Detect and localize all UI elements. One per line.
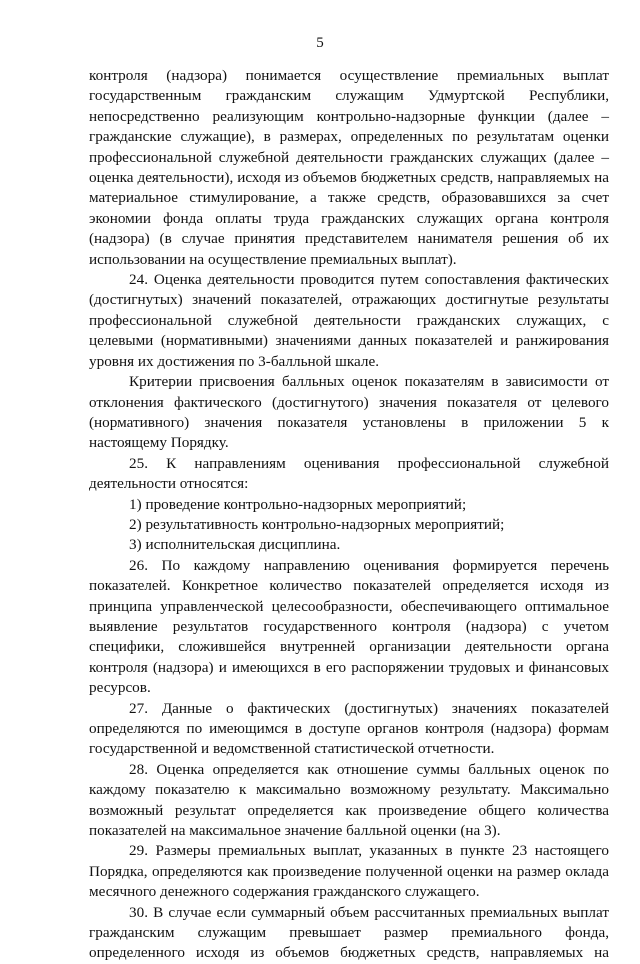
paragraph-26: 26. По каждому направлению оценивания формируется перечень показателей. Конкретное количество показателей определяется исходя из принципа управленческой целесообразности, обеспечивающего оптимальное выявление результатов государственного контроля (надзора) с учетом специфики, сложившейся внутренней организации деятельности органа контроля (надзора) и имеющихся в его распоряжении трудовых и финансовых ресурсов. [89, 556, 609, 697]
paragraph-27: 27. Данные о фактических (достигнутых) значениях показателей определяются по имеющимся в доступе органов контроля (надзора) формам государственной и ведомственной статистической отчетности. [89, 699, 609, 758]
document-body [89, 66, 609, 964]
paragraph-25: 25. К направлениям оценивания профессиональной служебной деятельности относятся: [89, 454, 609, 493]
paragraph-criteria: Критерии присвоения балльных оценок показателям в зависимости от отклонения фактического (достигнутого) значения показателя от целевого (нормативного) значения показателя установлены в приложении 5 к настоящему Порядку. [89, 373, 609, 452]
list-item-2: 2) результативность контрольно-надзорных мероприятий; [129, 515, 505, 533]
paragraph-29: 29. Размеры премиальных выплат, указанных в пункте 23 настоящего Порядка, определяются как произведение полученной оценки на размер оклада месячного денежного содержания гражданского служащего. [89, 842, 609, 901]
page-number: 5 [316, 35, 324, 51]
paragraph-28: 28. Оценка определяется как отношение суммы балльных оценок по каждому показателю к максимально возможному результату. Максимально возможный результат определяется как произведение общего количества показателей на максимальное значение балльной оценки (на 3). [89, 760, 609, 840]
paragraph-24: 24. Оценка деятельности проводится путем сопоставления фактических (достигнутых) значений показателей, отражающих достигнутые результаты профессиональной служебной деятельности гражданских служащих, с целевыми (нормативными) значениями данных показателей и ранжирования уровня их достижения по 3-балльной шкале. [89, 271, 609, 370]
paragraph-30: 30. В случае если суммарный объем рассчитанных премиальных выплат гражданским служащим превышает размер премиального фонда, определенного исходя из объемов бюджетных средств, направляемых на [89, 903, 609, 962]
list-item-1: 1) проведение контрольно-надзорных мероприятий; [129, 495, 467, 513]
list-item-3: 3) исполнительская дисциплина. [129, 536, 341, 554]
paragraph-continuation: контроля (надзора) понимается осуществление премиальных выплат государственным гражданским служащим Удмуртской Республики, непосредственно реализующим контрольно-надзорные функции (далее – гражданские служащие), в размерах, определенных по результатам оценки профессиональной служебной деятельности гражданских служащих (далее – оценка деятельности), исходя из объемов бюджетных средств, направляемых на материальное стимулирование, а также средств, образовавшихся за счет экономии фонда оплаты труда гражданских служащих органа контроля (надзора) (в случае принятия представителем нанимателя решения об их использовании на осуществление премиальных выплат). [89, 67, 609, 268]
